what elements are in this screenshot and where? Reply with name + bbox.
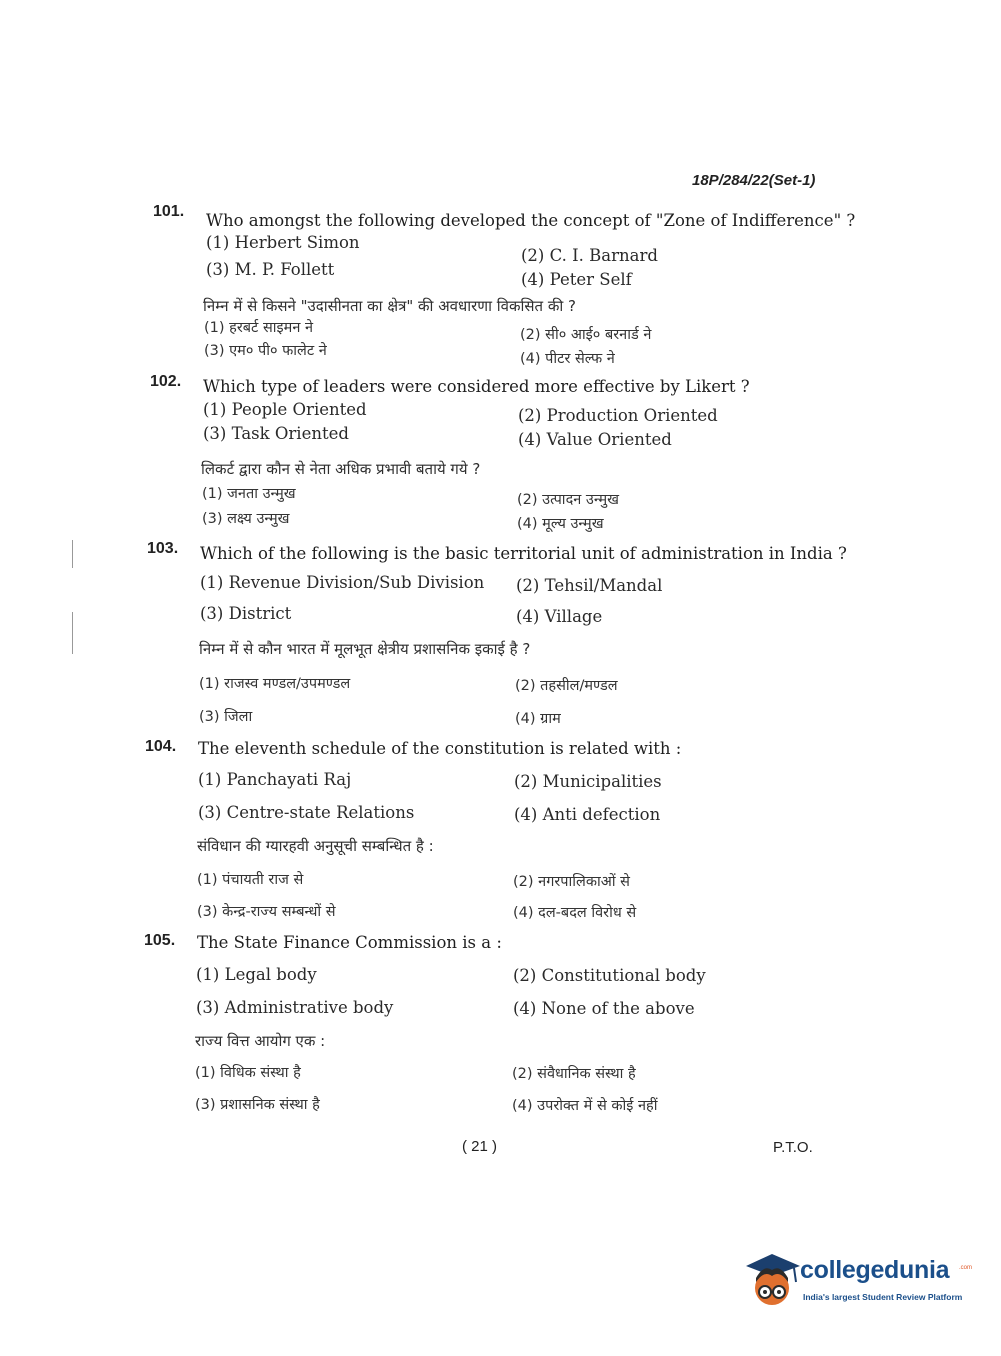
option-1: (1) Panchayati Raj bbox=[198, 770, 352, 789]
option-2: (2) Constitutional body bbox=[513, 966, 706, 985]
hindi-option-4: (4) ग्राम bbox=[515, 711, 561, 727]
pto-label: P.T.O. bbox=[773, 1139, 813, 1156]
hindi-option-2: (2) संवैधानिक संस्था है bbox=[512, 1066, 636, 1082]
option-3: (3) Administrative body bbox=[196, 998, 394, 1017]
hindi-option-1: (1) पंचायती राज से bbox=[197, 872, 304, 888]
option-2: (2) Municipalities bbox=[514, 772, 662, 791]
brand-name: collegedunia bbox=[800, 1256, 950, 1284]
question-text: The eleventh schedule of the constitution is related with : bbox=[198, 739, 682, 758]
hindi-option-2: (2) उत्पादन उन्मुख bbox=[517, 492, 620, 508]
option-1: (1) People Oriented bbox=[203, 400, 367, 419]
margin-mark bbox=[72, 540, 73, 568]
paper-code: 18P/284/22(Set-1) bbox=[692, 172, 816, 189]
hindi-option-1: (1) हरबर्ट साइमन ने bbox=[204, 320, 314, 336]
option-2: (2) Tehsil/Mandal bbox=[516, 576, 663, 595]
hindi-option-4: (4) दल-बदल विरोध से bbox=[513, 905, 637, 921]
option-4: (4) None of the above bbox=[513, 999, 695, 1018]
option-2: (2) C. I. Barnard bbox=[521, 246, 658, 265]
question-number: 102. bbox=[150, 373, 182, 390]
hindi-question-text: संविधान की ग्यारहवी अनुसूची सम्बन्धित है : bbox=[197, 837, 434, 855]
brand-domain-suffix: .com bbox=[959, 1265, 973, 1271]
option-3: (3) Task Oriented bbox=[203, 424, 349, 443]
collegedunia-watermark bbox=[742, 1252, 972, 1312]
question-number: 104. bbox=[145, 738, 177, 755]
option-2: (2) Production Oriented bbox=[518, 406, 718, 425]
option-3: (3) M. P. Follett bbox=[206, 260, 335, 279]
hindi-option-3: (3) केन्द्र-राज्य सम्बन्धों से bbox=[197, 904, 336, 920]
hindi-question-text: निम्न में से किसने "उदासीनता का क्षेत्र" की अवधारणा विकसित की ? bbox=[203, 297, 576, 315]
question-text: The State Finance Commission is a : bbox=[197, 933, 502, 952]
question-text: Which type of leaders were considered more effective by Likert ? bbox=[203, 377, 750, 396]
page-number: ( 21 ) bbox=[462, 1138, 498, 1155]
hindi-option-2: (2) नगरपालिकाओं से bbox=[513, 874, 630, 890]
hindi-question-text: लिकर्ट द्वारा कौन से नेता अधिक प्रभावी बताये गये ? bbox=[201, 460, 481, 478]
option-4: (4) Anti defection bbox=[514, 805, 661, 824]
option-1: (1) Legal body bbox=[196, 965, 317, 984]
hindi-option-3: (3) लक्ष्य उन्मुख bbox=[202, 511, 290, 527]
hindi-option-3: (3) प्रशासनिक संस्था है bbox=[195, 1097, 320, 1113]
question-number: 101. bbox=[153, 203, 185, 220]
hindi-option-2: (2) सी० आई० बरनार्ड ने bbox=[520, 327, 652, 343]
hindi-option-3: (3) एम० पी० फालेट ने bbox=[204, 343, 327, 359]
option-1: (1) Herbert Simon bbox=[206, 233, 360, 252]
question-number: 105. bbox=[144, 932, 176, 949]
option-4: (4) Peter Self bbox=[521, 270, 632, 289]
hindi-option-1: (1) जनता उन्मुख bbox=[202, 486, 296, 502]
hindi-option-1: (1) राजस्व मण्डल/उपमण्डल bbox=[199, 676, 351, 692]
option-3: (3) Centre-state Relations bbox=[198, 803, 415, 822]
hindi-option-3: (3) जिला bbox=[199, 709, 253, 725]
option-3: (3) District bbox=[200, 604, 292, 623]
brand-tagline: India's largest Student Review Platform bbox=[803, 1292, 963, 1302]
option-4: (4) Value Oriented bbox=[518, 430, 672, 449]
hindi-option-4: (4) मूल्य उन्मुख bbox=[517, 516, 604, 532]
hindi-option-1: (1) विधिक संस्था है bbox=[195, 1065, 301, 1081]
hindi-option-4: (4) पीटर सेल्फ ने bbox=[520, 351, 615, 367]
mascot-icon bbox=[742, 1252, 802, 1312]
hindi-option-2: (2) तहसील/मण्डल bbox=[515, 678, 618, 694]
question-text: Which of the following is the basic territorial unit of administration in India ? bbox=[200, 544, 847, 563]
margin-mark bbox=[72, 612, 73, 654]
option-4: (4) Village bbox=[516, 607, 603, 626]
question-text: Who amongst the following developed the concept of "Zone of Indifference" ? bbox=[206, 211, 856, 230]
hindi-question-text: राज्य वित्त आयोग एक : bbox=[195, 1032, 326, 1050]
hindi-option-4: (4) उपरोक्त में से कोई नहीं bbox=[512, 1098, 658, 1114]
option-1: (1) Revenue Division/Sub Division bbox=[200, 573, 485, 592]
question-number: 103. bbox=[147, 540, 179, 557]
hindi-question-text: निम्न में से कौन भारत में मूलभूत क्षेत्रीय प्रशासनिक इकाई है ? bbox=[199, 640, 531, 658]
